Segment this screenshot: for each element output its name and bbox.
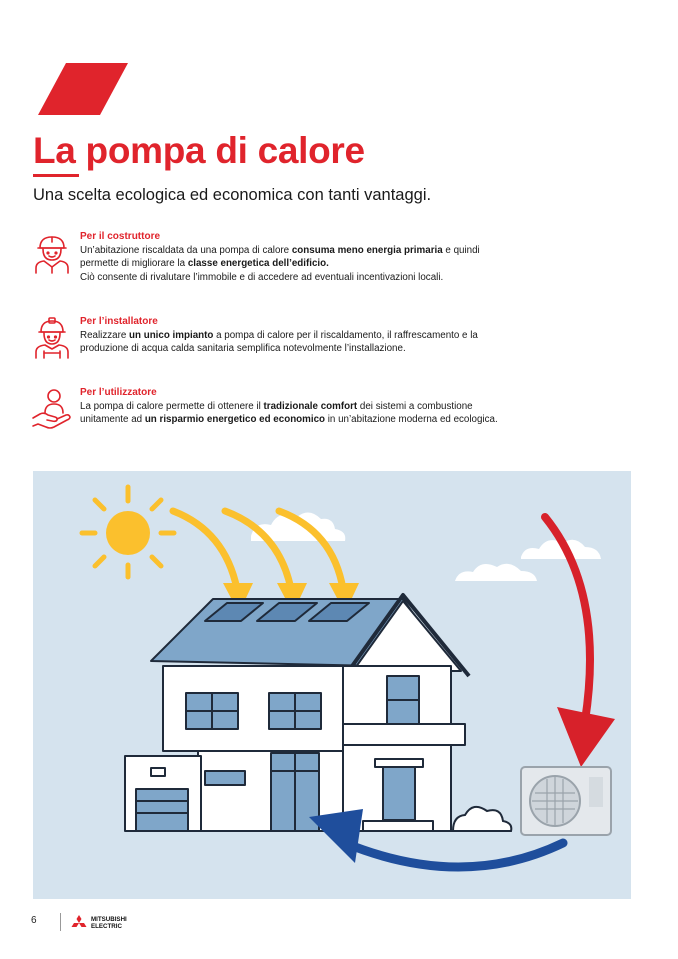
mitsubishi-diamonds-icon [70,915,88,931]
benefit-heading: Per l’installatore [80,316,158,327]
sun-icon [82,487,174,577]
benefit-description: Un’abitazione riscaldata da una pompa di calore consuma meno energia primaria e quindi permette di migliorare la classe energetica dell’edificio. Ciò consente di rivalutare l’immobile e di accedere ad eventuali incentivazioni locali. [80,245,480,283]
page-title: La pompa di calore [33,130,365,171]
benefit-heading: Per il costruttore [80,231,161,242]
benefit-description: Realizzare un unico impianto a pompa di calore per il riscaldamento, il raffrescamento e la produzione di acqua calda sanitaria semplifica notevolmente l’installazione. [80,330,478,355]
title-underline [33,174,79,177]
page-subtitle: Una scelta ecologica ed economica con tanti vantaggi. [33,186,432,204]
benefit-description: La pompa di calore permette di ottenere il tradizionale comfort dei sistemi a combustione unitamente ad un risparmio energetico ed economico in un’abitazione moderna ed ecologica. [80,401,498,426]
brand-logo [70,914,140,932]
footer-divider [60,913,61,931]
outdoor-heat-pump-unit [521,767,611,835]
brand-line-1: MITSUBISHI [91,916,127,923]
brand-line-2: ELECTRIC [91,923,122,930]
heat-pump-house-illustration [33,471,631,899]
red-parallelogram-decoration [38,63,128,115]
worker-helmet-icon [30,230,74,274]
installer-helmet-icon [30,315,74,359]
benefit-heading: Per l’utilizzatore [80,387,157,398]
user-hand-icon [30,386,74,430]
page-number: 6 [31,915,37,926]
